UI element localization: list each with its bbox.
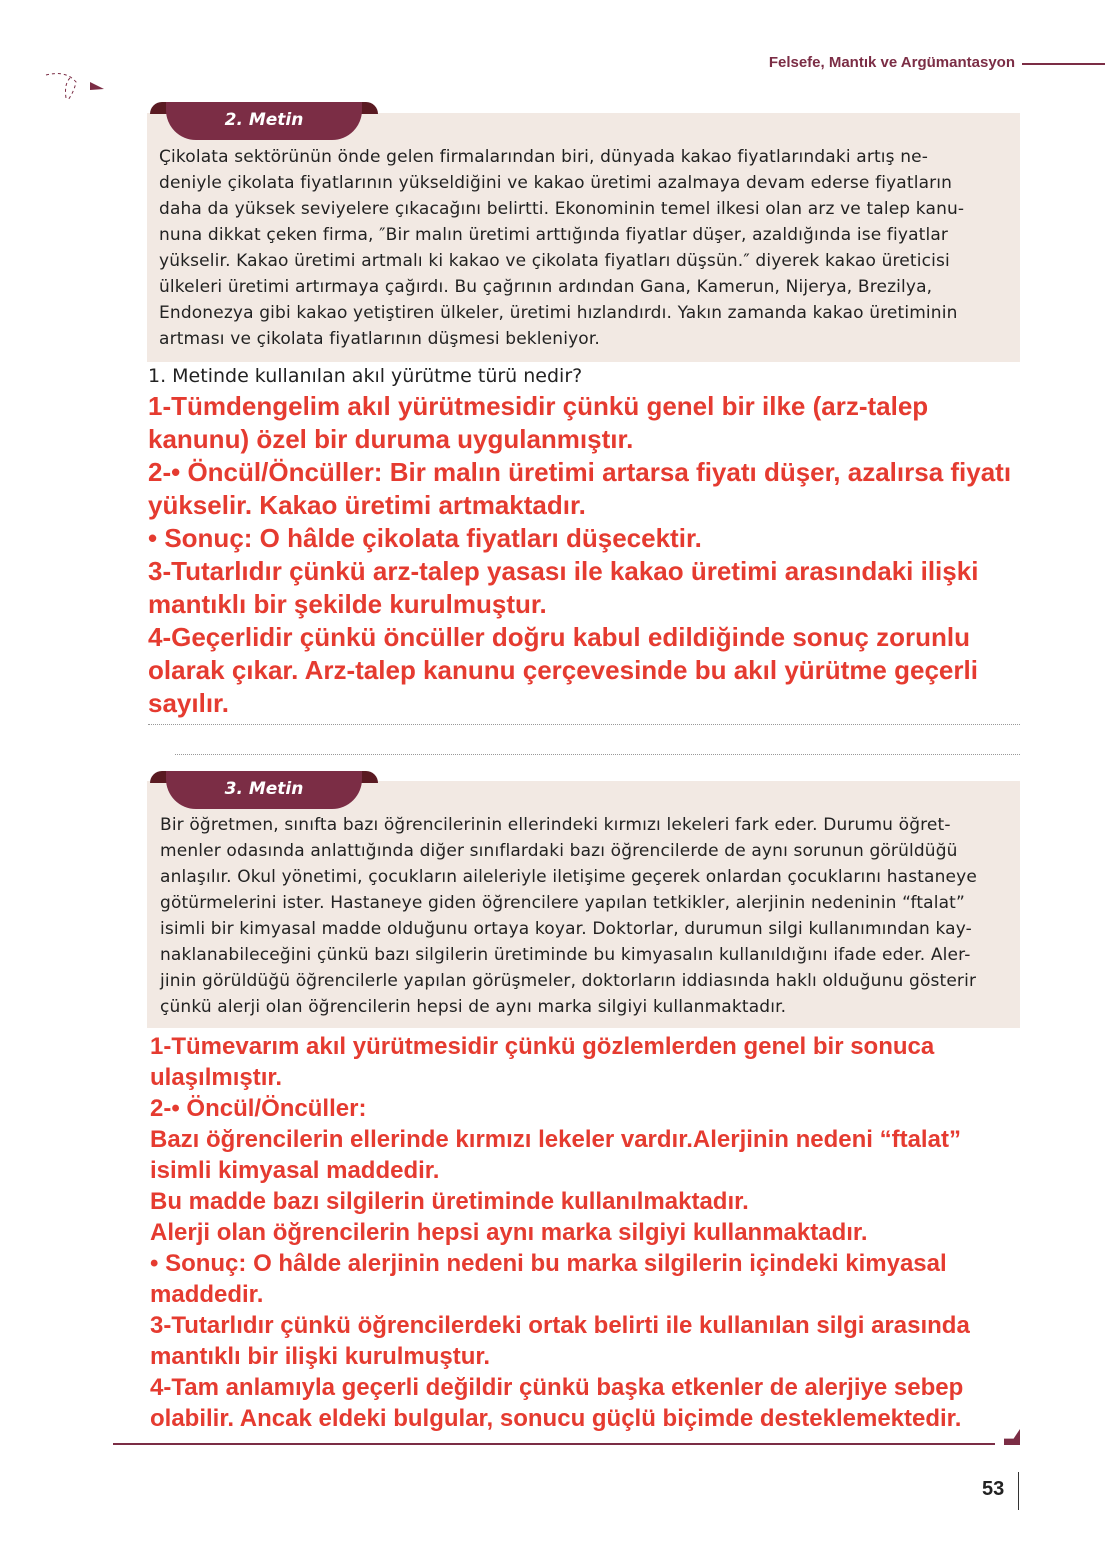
answer-3-line: Bu madde bazı silgilerin üretiminde kullanılmaktadır. [150, 1188, 749, 1215]
text-3-line: götürmelerini ister. Hastaneye giden öğrencilere yapılan tetkikler, alerjinin nedeninin “ftalat” [160, 893, 965, 913]
answer-3-line: olabilir. Ancak eldeki bulgular, sonucu güçlü biçimde desteklemektedir. [150, 1405, 962, 1432]
text-2-line: Çikolata sektörünün önde gelen firmalarından biri, dünyada kakao fiyatlarındaki artış ne- [159, 147, 929, 167]
question-1: 1. Metinde kullanılan akıl yürütme türü nedir? [148, 365, 583, 387]
answer-3-line: Alerji olan öğrencilerin hepsi aynı marka silgiyi kullanmaktadır. [150, 1219, 868, 1246]
answer-3-line: mantıklı bir ilişki kurulmuştur. [150, 1343, 491, 1370]
corner-mark [1004, 1429, 1020, 1445]
text-3-label: 3. Metin [166, 771, 362, 809]
header-title: Felsefe, Mantık ve Argümantasyon [768, 54, 1015, 71]
answer-3-line: maddedir. [150, 1281, 264, 1308]
answer-3-line: 2-• Öncül/Öncüller: [150, 1095, 367, 1122]
answer-2-line: mantıklı bir şekilde kurulmuştur. [148, 589, 547, 619]
answer-line [148, 724, 1020, 725]
answer-2-line: 4-Geçerlidir çünkü öncüller doğru kabul edildiğinde sonuç zorunlu [148, 622, 970, 652]
answer-3-line: 4-Tam anlamıyla geçerli değildir çünkü başka etkenler de alerjiye sebep [150, 1374, 964, 1401]
text-3-line: Bir öğretmen, sınıfta bazı öğrencilerinin ellerindeki kırmızı lekeleri fark eder. Durumu öğret- [160, 815, 951, 835]
answer-2-line: 1-Tümdengelim akıl yürütmesidir çünkü genel bir ilke (arz-talep [148, 391, 929, 421]
text-2-line: yükselir. Kakao üretimi artmalı ki kakao ve çikolata fiyatları düşsün.″ diyerek kakao üreticisi [159, 251, 950, 271]
answer-3-line: isimli kimyasal maddedir. [150, 1157, 440, 1184]
text-2-line: daha da yüksek seviyelere çıkacağını belirtti. Ekonominin temel ilkesi olan arz ve talep kanu- [159, 199, 965, 219]
text-2-label: 2. Metin [166, 102, 362, 140]
text-2-line: deniyle çikolata fiyatlarının yükseldiğini ve kakao üretimi azalmaya devam ederse fiyatların [159, 173, 953, 193]
answer-3-line: • Sonuç: O hâlde alerjinin nedeni bu marka silgilerin içindeki kimyasal [150, 1250, 947, 1277]
header-rule [1022, 63, 1105, 65]
dashed-arrow-icon [44, 70, 108, 106]
answer-3-line: Bazı öğrencilerin ellerinde kırmızı lekeler vardır.Alerjinin nedeni “ftalat” [150, 1126, 961, 1153]
answer-3-line: ulaşılmıştır. [150, 1064, 283, 1091]
text-3-line: naklanabileceğini çünkü bazı silgilerin üretiminde bu kimyasalın kullanıldığını ifade eder. Aler- [160, 945, 971, 965]
answer-2-line: kanunu) özel bir duruma uygulanmıştır. [148, 424, 634, 454]
answer-2-line: yükselir. Kakao üretimi artmaktadır. [148, 490, 586, 520]
text-3-line: anlaşılır. Okul yönetimi, çocukların aileleriyle iletişime geçerek onlardan çocuklarını hastaneye [160, 867, 977, 887]
text-2-tab [150, 102, 378, 140]
answer-2-line: olarak çıkar. Arz-talep kanunu çerçevesinde bu akıl yürütme geçerli [148, 655, 978, 685]
answer-2-line: • Sonuç: O hâlde çikolata fiyatları düşecektir. [148, 523, 702, 553]
answer-2-line: 3-Tutarlıdır çünkü arz-talep yasası ile kakao üretimi arasındaki ilişki [148, 556, 979, 586]
footer-rule [113, 1443, 995, 1445]
text-3-line: menler odasında anlattığında diğer sınıflardaki bazı öğrencilerde de aynı sorunun görüldüğü [160, 841, 958, 861]
answer-2-line: sayılır. [148, 688, 229, 718]
answer-3-line: 1-Tümevarım akıl yürütmesidir çünkü gözlemlerden genel bir sonuca [150, 1033, 935, 1060]
page-number: 53 [982, 1478, 1005, 1500]
answer-2-line: 2-• Öncül/Öncüller: Bir malın üretimi artarsa fiyatı düşer, azalırsa fiyatı [148, 457, 1012, 487]
page-number-rule [1018, 1472, 1019, 1510]
text-3-line: jinin görüldüğü öğrencilerle yapılan görüşmeler, doktorların iddiasında haklı olduğunu gösterir [160, 971, 977, 991]
text-3-line: çünkü alerji olan öğrencilerin hepsi de aynı marka silgiyi kullanmaktadır. [160, 997, 787, 1017]
text-2-line: ülkeleri üretimi artırmaya çağırdı. Bu çağrının ardından Gana, Kamerun, Nijerya, Brezilya, [159, 277, 933, 297]
answer-3-line: 3-Tutarlıdır çünkü öğrencilerdeki ortak belirti ile kullanılan silgi arasında [150, 1312, 970, 1339]
text-2-line: artması ve çikolata fiyatlarının düşmesi bekleniyor. [159, 329, 600, 349]
text-2-line: nuna dikkat çeken firma, ″Bir malın üretimi arttığında fiyatlar düşer, azaldığında ise fiyatlar [159, 225, 949, 245]
text-3-tab [150, 771, 378, 809]
text-2-line: Endonezya gibi kakao yetiştiren ülkeler, üretimi hızlandırdı. Yakın zamanda kakao üretiminin [159, 303, 958, 323]
answer-line [175, 754, 1020, 755]
text-3-line: isimli bir kimyasal madde olduğunu ortaya koyar. Doktorlar, durumun silgi kullanımından kay- [160, 919, 972, 939]
